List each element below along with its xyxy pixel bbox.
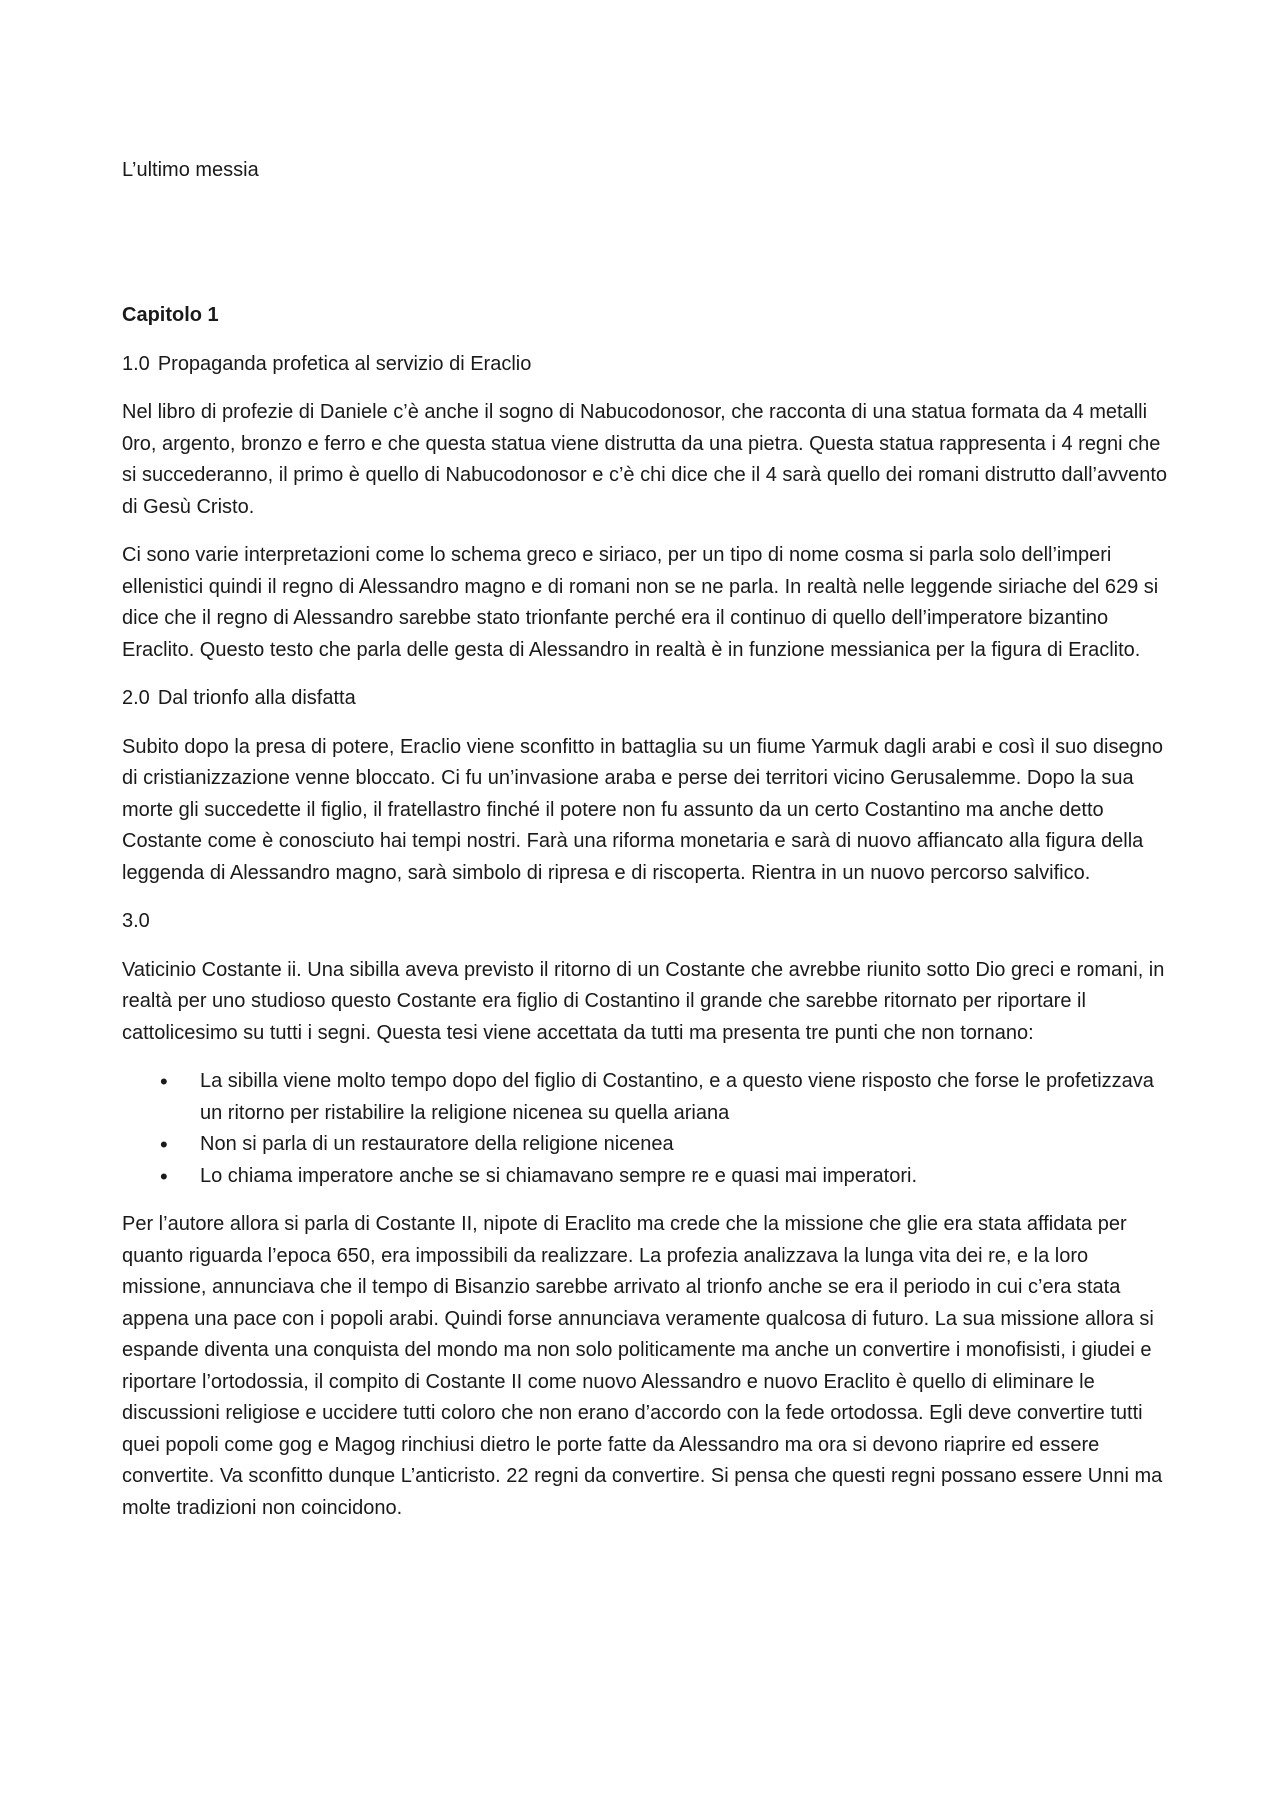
section-number: 1.0 [122, 352, 150, 375]
section-title: Dal trionfo alla disfatta [157, 687, 356, 709]
list-item: • Lo chiama imperatore anche se si chiamavano sempre re e quasi mai imperatori. [122, 1161, 1172, 1193]
paragraph: Ci sono varie interpretazioni come lo schema greco e siriaco, per un tipo di nome cosma si parla solo dell’imperi ellenistici quindi il regno di Alessandro magno e di romani non se ne parla. In realtà nelle leggende siriache del 629 si dice che il regno di Alessandro sarebbe stato trionfante perché era il continuo di quello dell’imperatore bizantino Eraclito. Questo testo che parla delle gesta di Alessandro in realtà è in funzione messianica per la figura di Eraclito. [122, 544, 1159, 661]
bullet-list [122, 1066, 1172, 1192]
paragraph: Vaticinio Costante ii. Una sibilla aveva previsto il ritorno di un Costante che avrebbe riunito sotto Dio greci e romani, in realtà per uno studioso questo Costante era figlio di Costantino il grande che sarebbe ritornato per riportare il cattolicesimo su tutti i segni. Questa tesi viene accettata da tutti ma presenta tre punti che non tornano: [122, 958, 1165, 1044]
section-number: 3.0 [122, 910, 150, 932]
list-item: • La sibilla viene molto tempo dopo del figlio di Costantino, e a questo viene risposto che forse le profetizzava un ritorno per ristabilire la religione nicenea su quella ariana [122, 1066, 1172, 1129]
document-body [122, 300, 1172, 1541]
section-heading-2 [122, 683, 1172, 715]
section-heading-3 [122, 906, 1172, 938]
document-title: L’ultimo messia [122, 159, 259, 181]
section-heading-1 [122, 349, 1172, 381]
paragraph: Subito dopo la presa di potere, Eraclio viene sconfitto in battaglia su un fiume Yarmuk dagli arabi e così il suo disegno di cristianizzazione venne bloccato. Ci fu un’invasione araba e perse dei territori vicino Gerusalemme. Dopo la sua morte gli succedette il figlio, il fratellastro finché il potere non fu assunto da un certo Costantino ma anche detto Costante come è conosciuto hai tempi nostri. Farà una riforma monetaria e sarà di nuovo affiancato alla figura della leggenda di Alessandro magno, sarà simbolo di ripresa e di riscoperta. Rientra in un nuovo percorso salvifico. [122, 735, 1163, 884]
list-item: • Non si parla di un restauratore della religione nicenea [122, 1129, 1172, 1161]
chapter-heading: Capitolo 1 [122, 304, 219, 326]
section-title: Propaganda profetica al servizio di Eraclio [157, 352, 532, 375]
paragraph: Nel libro di profezie di Daniele c’è anche il sogno di Nabucodonosor, che racconta di una statua formata da 4 metalli 0ro, argento, bronzo e ferro e che questa statua viene distrutta da una pietra. Questa statua rappresenta i 4 regni che si succederanno, il primo è quello di Nabucodonosor e c’è chi dice che il 4 sarà quello dei romani distrutto dall’avvento di Gesù Cristo. [122, 401, 1168, 518]
section-number: 2.0 [122, 687, 150, 709]
paragraph: Per l’autore allora si parla di Costante II, nipote di Eraclito ma crede che la missione che glie era stata affidata per quanto riguarda l’epoca 650, era impossibili da realizzare. La profezia analizzava la lunga vita dei re, e la loro missione, annunciava che il tempo di Bisanzio sarebbe arrivato al trionfo anche se era il periodo in cui c’era stata appena una pace con i popoli arabi. Quindi forse annunciava veramente qualcosa di futuro. La sua missione allora si espande diventa una conquista del mondo ma non solo politicamente ma anche un convertire i monofisisti, i giudei e riportare l’ortodossia, il compito di Costante II come nuovo Alessandro e nuovo Eraclito è quello di eliminare le discussioni religiose e uccidere tutti coloro che non erano d’accordo con la fede ortodossa. Egli deve convertire tutti quei popoli come gog e Magog rinchiusi dietro le porte fatte da Alessandro ma ora si devono riaprire ed essere convertite. Va sconfitto dunque L’anticristo. 22 regni da convertire. Si pensa che questi regni possano essere Unni ma molte tradizioni non coincidono. [122, 1213, 1163, 1519]
